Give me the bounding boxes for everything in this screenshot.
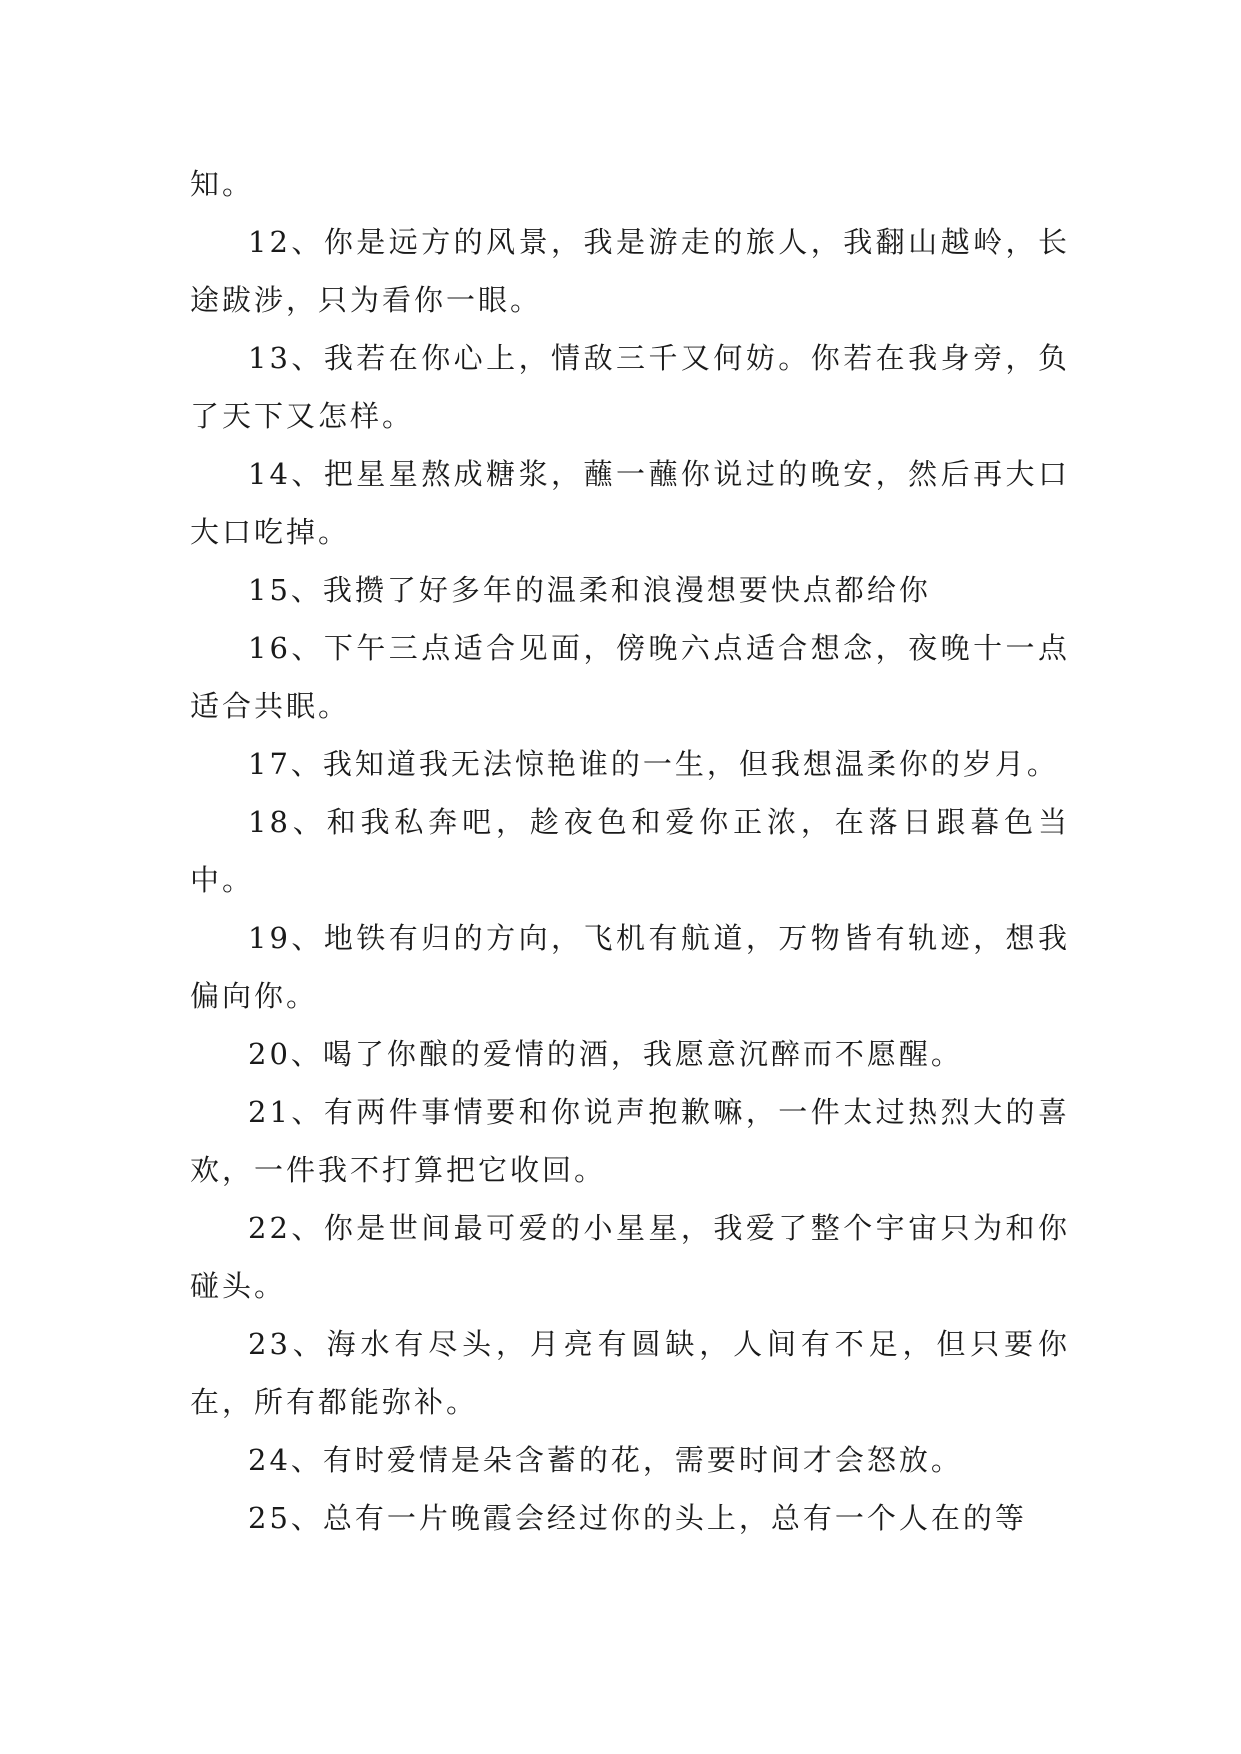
- paragraph-14: 14、把星星熬成糖浆，蘸一蘸你说过的晚安，然后再大口大口吃掉。: [190, 457, 1070, 549]
- paragraph-19: 19、地铁有归的方向，飞机有航道，万物皆有轨迹，想我偏向你。: [190, 921, 1070, 1013]
- document-body: [190, 155, 1070, 1547]
- paragraph-15: 15、我攒了好多年的温柔和浪漫想要快点都给你: [248, 573, 931, 607]
- paragraph-continuation: 知。: [190, 167, 255, 201]
- paragraph-13: 13、我若在你心上，情敌三千又何妨。你若在我身旁，负了天下又怎样。: [190, 341, 1070, 433]
- paragraph-18: 18、和我私奔吧，趁夜色和爱你正浓，在落日跟暮色当中。: [190, 805, 1070, 897]
- paragraph-17: 17、我知道我无法惊艳谁的一生，但我想温柔你的岁月。: [248, 747, 1059, 781]
- paragraph-20: 20、喝了你酿的爱情的酒，我愿意沉醉而不愿醒。: [248, 1037, 963, 1071]
- paragraph-24: 24、有时爱情是朵含蓄的花，需要时间才会怒放。: [248, 1443, 963, 1477]
- paragraph-22: 22、你是世间最可爱的小星星，我爱了整个宇宙只为和你碰头。: [190, 1211, 1070, 1303]
- paragraph-23: 23、海水有尽头，月亮有圆缺，人间有不足，但只要你在，所有都能弥补。: [190, 1327, 1070, 1419]
- paragraph-21: 21、有两件事情要和你说声抱歉嘛，一件太过热烈大的喜欢，一件我不打算把它收回。: [190, 1095, 1070, 1187]
- paragraph-25: 25、总有一片晚霞会经过你的头上，总有一个人在的等: [248, 1501, 1027, 1535]
- paragraph-16: 16、下午三点适合见面，傍晚六点适合想念，夜晚十一点适合共眠。: [190, 631, 1070, 723]
- paragraph-12: 12、你是远方的风景，我是游走的旅人，我翻山越岭，长途跋涉，只为看你一眼。: [190, 225, 1070, 317]
